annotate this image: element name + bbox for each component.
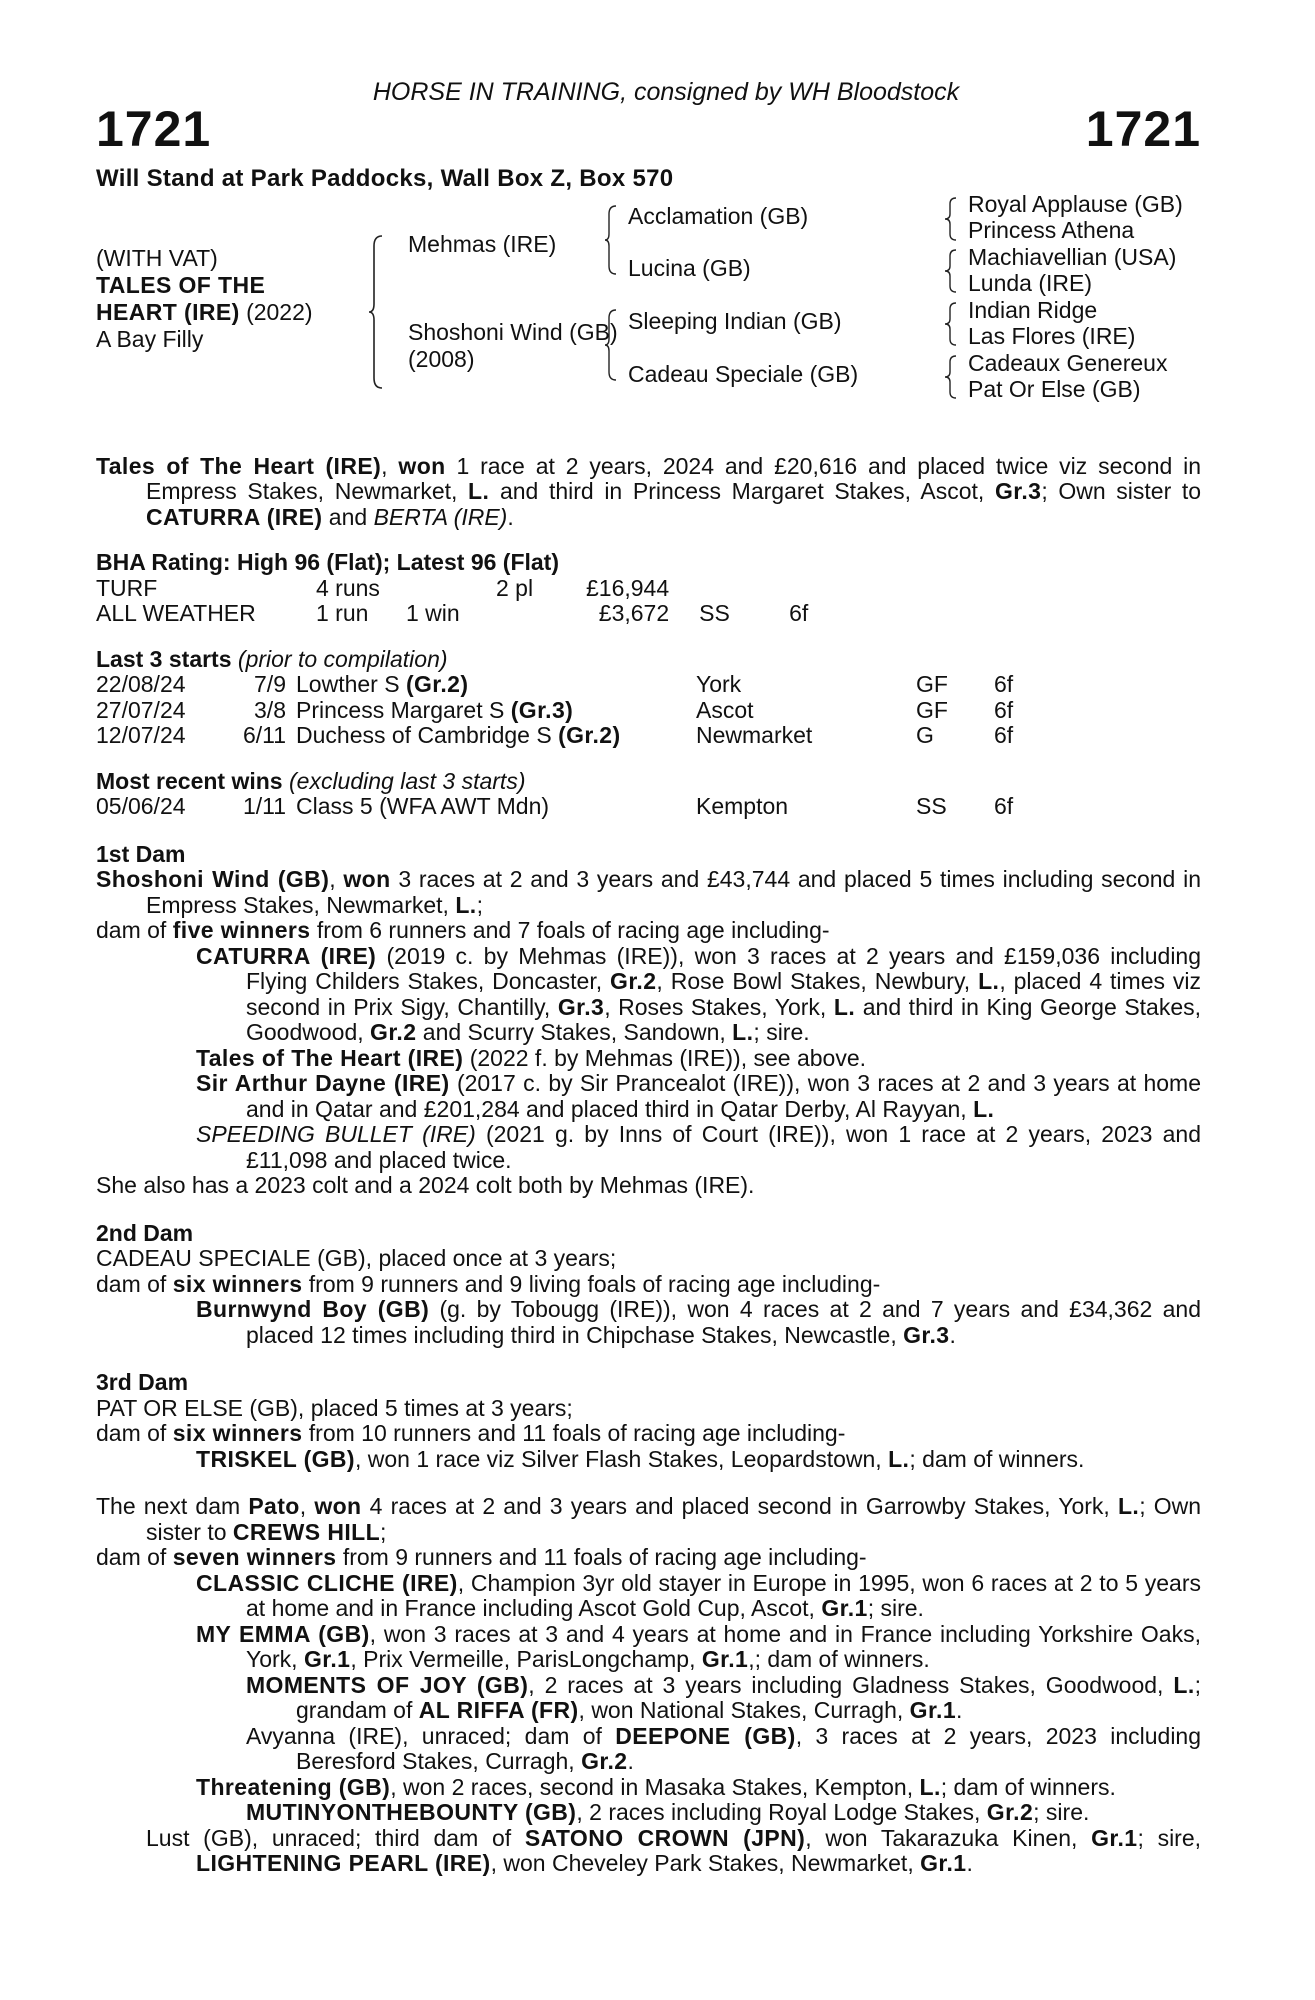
- group3-mark: Gr.3: [994, 478, 1042, 504]
- and-text: and: [328, 503, 368, 530]
- produce-name: DEEPONE (GB): [615, 1722, 796, 1749]
- produce-text: , Prix Vermeille, ParisLongchamp,: [350, 1646, 696, 1672]
- winners-count: six winners: [172, 1420, 303, 1446]
- produce-text: , Rose Bowl Stakes, Newbury,: [656, 968, 971, 994]
- produce-text: and Scurry Stakes, Sandown,: [422, 1019, 726, 1045]
- produce-name: MY EMMA (GB): [196, 1620, 370, 1647]
- race-name: Lowther S: [296, 671, 400, 697]
- winners-count: five winners: [172, 917, 311, 943]
- lot-number-row: [96, 101, 1201, 157]
- dam1-produce-line: [96, 918, 1201, 944]
- dam-sire-dam: Las Flores (IRE): [968, 322, 1136, 349]
- dam-sire: Sleeping Indian (GB): [628, 307, 842, 334]
- race-name: Class 5 (WFA AWT Mdn): [296, 793, 550, 819]
- last3-table: [96, 672, 1013, 749]
- produce-text: , won Cheveley Park Stakes, Newmarket,: [490, 1850, 914, 1876]
- race-race: [296, 794, 696, 820]
- race-course: Newmarket: [696, 722, 813, 748]
- produce-text: and third in King George Stakes, Goodwood,: [246, 993, 1202, 1045]
- produce-name: Tales of The Heart (IRE): [196, 1044, 464, 1071]
- race-dist: 6f: [994, 696, 1014, 723]
- horse-name-ref: Tales of The Heart (IRE): [96, 452, 382, 479]
- listed-mark: L.: [732, 1019, 754, 1045]
- produce-text: Avyanna (IRE), unraced; dam of: [246, 1722, 602, 1749]
- dam1-name: Shoshoni Wind (GB): [96, 866, 330, 892]
- race-dist: 6f: [994, 722, 1014, 748]
- produce-burnwynd-boy: [96, 1297, 1201, 1348]
- grade-mark: Gr.2: [370, 1019, 417, 1045]
- recent-title-row: [96, 769, 1201, 795]
- produce-name: Sir Arthur Dayne (IRE): [196, 1070, 450, 1096]
- rating-row-turf: [96, 576, 808, 602]
- race-going: GF: [916, 671, 948, 697]
- dam1-text: 3 races at 2 and 3 years and £43,744 and placed 5 times including second in Empress Stakes, Newmarket,: [146, 866, 1201, 918]
- race-date: 22/08/24: [96, 671, 186, 697]
- race-race: [296, 672, 696, 698]
- pedigree-brace-ds: [944, 301, 958, 347]
- produce-text: , won 3 races at 3 and 4 years at home and in France including Yorkshire Oaks, York,: [246, 1620, 1201, 1672]
- last3-note: (prior to compilation): [237, 645, 448, 672]
- next-dam-text: The next dam: [96, 1493, 241, 1519]
- race-dist: 6f: [994, 793, 1014, 819]
- produce-triskel: [96, 1447, 1201, 1473]
- sister-name: CREWS HILL: [232, 1518, 381, 1545]
- race-going: G: [916, 722, 934, 748]
- produce-text: , Roses Stakes, York,: [604, 993, 827, 1020]
- dam3-line1: PAT OR ELSE (GB), placed 5 times at 3 years;: [96, 1394, 573, 1421]
- won-label: won: [398, 452, 446, 479]
- dam3-produce-line: [96, 1421, 1201, 1447]
- lot-number-left: 1721: [96, 101, 212, 157]
- dam-of: dam of: [96, 1270, 167, 1297]
- race-pos: 1/11: [242, 793, 286, 819]
- listed-mark: L.: [919, 1773, 941, 1800]
- race-dist: 6f: [994, 671, 1014, 697]
- listed-mark: L.: [1117, 1493, 1140, 1519]
- grade-mark: Gr.1: [920, 1850, 967, 1876]
- runs: 4 runs: [316, 574, 380, 601]
- recent-note: (excluding last 3 starts): [289, 767, 526, 794]
- produce-name: SATONO CROWN (JPN): [524, 1824, 806, 1851]
- race-course: York: [696, 671, 742, 697]
- produce-threatening: [96, 1775, 1201, 1801]
- produce-text: ; sire,: [1137, 1824, 1202, 1851]
- produce-moments-of-joy: [96, 1673, 1201, 1724]
- sire: Mehmas (IRE): [408, 230, 557, 257]
- recent-title: Most recent wins: [96, 767, 283, 794]
- dam2-line1: CADEAU SPECIALE (GB), placed once at 3 years;: [96, 1245, 617, 1271]
- grade-mark: Gr.1: [701, 1646, 749, 1672]
- runs: 1 run: [316, 600, 369, 626]
- placed: [496, 601, 586, 627]
- grade-mark: Gr.1: [1091, 1824, 1138, 1851]
- produce-name: CATURRA (IRE): [196, 942, 377, 969]
- produce-text: (2019 c. by Mehmas (IRE)), won 3 races at 2 years and £159,036 including Flying Childers Stakes, Doncaster,: [246, 942, 1202, 994]
- won-label: won: [314, 1493, 362, 1519]
- produce-text: , Champion 3yr old stayer in Europe in 1995, won 6 races at 2 to 5 years at home and in France including Ascot Gold Cup, Ascot,: [246, 1569, 1201, 1621]
- grade-mark: Gr.1: [909, 1697, 957, 1723]
- produce-lust: [96, 1826, 1201, 1877]
- race-pos: 6/11: [242, 722, 286, 748]
- next-dam-text: ; Own sister to: [146, 1493, 1202, 1545]
- produce-name: SPEEDING BULLET (IRE): [196, 1121, 476, 1147]
- last3-title-row: [96, 647, 1201, 673]
- going: SS: [699, 600, 730, 626]
- produce-text: , won 1 race viz Silver Flash Stakes, Leopardstown,: [354, 1445, 882, 1472]
- produce-text: ; grandam of: [296, 1671, 1202, 1723]
- dam: Shoshoni Wind (GB): [408, 318, 618, 345]
- sire-dam-sire: Machiavellian (USA): [968, 243, 1177, 270]
- produce-name: CLASSIC CLICHE (IRE): [196, 1569, 458, 1596]
- produce-text: , placed 4 times viz second in Prix Sigy, Chantilly,: [246, 968, 1202, 1020]
- produce-text: from 9 runners and 11 foals of racing age including-: [342, 1544, 867, 1570]
- consignment-line: HORSE IN TRAINING, consigned by WH Bloodstock: [372, 78, 960, 106]
- produce-classic-cliche: [96, 1571, 1201, 1622]
- distance: 6f: [789, 600, 809, 626]
- produce-text: , 3 races at 2 years, 2023 including Beresford Stakes, Curragh,: [296, 1722, 1202, 1774]
- race-date: 12/07/24: [96, 722, 186, 748]
- last3-title: Last 3 starts: [96, 645, 232, 672]
- dam-year: (2008): [408, 345, 475, 372]
- next-dam-name: Pato: [248, 1493, 300, 1519]
- listed-mark: L.: [468, 478, 490, 504]
- going: [669, 576, 789, 602]
- end-dot: .: [627, 1748, 634, 1774]
- recent-table: [96, 794, 1013, 820]
- race-grade: (Gr.2): [405, 671, 469, 697]
- winners-count: seven winners: [172, 1544, 337, 1570]
- grade-mark: Gr.1: [303, 1646, 351, 1672]
- produce-name: Threatening (GB): [196, 1773, 391, 1800]
- race-grade: (Gr.2): [558, 722, 621, 748]
- semicolon: ;: [476, 891, 483, 918]
- produce-text: (2017 c. by Sir Prancealot (IRE)), won 3 races at 2 and 3 years at home and in Qatar and £201,284 and placed third in Qatar Derby, Al Rayyan,: [246, 1070, 1202, 1122]
- dam2-produce-line: [96, 1272, 1201, 1298]
- produce-text: ; sire.: [1033, 1799, 1090, 1825]
- produce-text: Lust (GB), unraced; third dam of: [146, 1824, 512, 1851]
- summary-text-2: and third in Princess Margaret Stakes, Ascot,: [499, 478, 985, 504]
- stand-location: Will Stand at Park Paddocks, Wall Box Z, Box 570: [96, 165, 674, 192]
- horse-description: A Bay Filly: [96, 325, 204, 352]
- produce-text: from 6 runners and 7 foals of racing age including-: [316, 917, 830, 943]
- produce-text: , 2 races at 3 years including Gladness Stakes, Goodwood,: [528, 1671, 1164, 1698]
- pedigree-brace-dd: [944, 354, 958, 400]
- dam1-summary: Shoshoni Wind (GB), won 3 races at 2 and 3 years and £43,744 and placed 5 times including second in Empress Stakes, Newmarket, L.;: [96, 866, 1201, 918]
- summary-text: 1 race at 2 years, 2024 and £20,616 and placed twice viz second in Empress Stakes, Newmarket,: [146, 452, 1202, 504]
- horse-year: (2022): [246, 298, 313, 325]
- produce-tales: [96, 1046, 1201, 1072]
- dam-dam: Cadeau Speciale (GB): [628, 360, 859, 387]
- race-going: GF: [916, 696, 948, 723]
- produce-my-emma: [96, 1622, 1201, 1673]
- grade-mark: Gr.3: [557, 993, 605, 1020]
- race-row: [96, 723, 1013, 749]
- wins: 1 win: [406, 600, 460, 626]
- next-dam-summary: The next dam Pato, won 4 races at 2 and 3 years and placed second in Garrowby Stakes, York, L.; Own sister to CREWS HILL;: [96, 1493, 1202, 1545]
- distance: [789, 576, 808, 602]
- race-grade: (Gr.3): [510, 696, 574, 723]
- grade-mark: Gr.2: [610, 968, 657, 994]
- next-dam-text: 4 races at 2 and 3 years and placed second in Garrowby Stakes, York,: [369, 1493, 1110, 1519]
- sire-dam: Lucina (GB): [628, 254, 751, 281]
- produce-speeding-bullet: [96, 1122, 1201, 1173]
- placed: 2 pl: [496, 574, 534, 601]
- horse-name-line1: TALES OF THE: [96, 271, 266, 298]
- dam2-title: 2nd Dam: [96, 1219, 194, 1246]
- race-name: Duchess of Cambridge S: [296, 722, 552, 748]
- next-dam-produce-line: [96, 1545, 1201, 1571]
- produce-sir-arthur: [96, 1071, 1201, 1122]
- race-course: Kempton: [696, 793, 789, 819]
- produce-text: from 9 runners and 9 living foals of racing age including-: [308, 1270, 881, 1297]
- sibling-berta: BERTA (IRE): [373, 503, 508, 530]
- produce-text: , won National Stakes, Curragh,: [578, 1697, 904, 1723]
- produce-text: (g. by Tobougg (IRE)), won 4 races at 2 and 7 years and £34,362 and placed 12 times including third in Chipchase Stakes, Newcastle,: [246, 1296, 1201, 1348]
- end-dot: .: [956, 1697, 963, 1723]
- dam-of: dam of: [96, 1544, 167, 1570]
- horse-name-line2: HEART (IRE): [96, 298, 240, 325]
- produce-text: ; dam of winners.: [940, 1773, 1116, 1800]
- sibling-caturra: CATURRA (IRE): [146, 503, 323, 530]
- produce-text: ; sire.: [867, 1595, 924, 1621]
- dam1-also: She also has a 2023 colt and a 2024 colt both by Mehmas (IRE).: [96, 1172, 755, 1198]
- grade-mark: Gr.3: [903, 1321, 950, 1348]
- race-going: SS: [916, 793, 947, 819]
- pedigree-brace-ss: [944, 196, 958, 242]
- race-pos: 3/8: [254, 696, 286, 723]
- dam-of: dam of: [96, 917, 167, 943]
- race-name: Princess Margaret S: [296, 696, 505, 723]
- rating-row-aw: [96, 601, 808, 627]
- semicolon: ;: [380, 1518, 387, 1545]
- sire-sire: Acclamation (GB): [628, 202, 809, 229]
- prize: £16,944: [586, 574, 670, 601]
- race-pos: 7/9: [254, 671, 286, 697]
- surface: ALL WEATHER: [96, 600, 256, 626]
- prize: £3,672: [598, 600, 670, 626]
- produce-text: (2022 f. by Mehmas (IRE)), see above.: [469, 1044, 866, 1071]
- produce-mutinyonthebounty: [96, 1800, 1201, 1826]
- produce-name: Burnwynd Boy (GB): [196, 1296, 430, 1322]
- produce-text: (2021 g. by Inns of Court (IRE)), won 1 race at 2 years, 2023 and £11,098 and placed twice.: [246, 1121, 1202, 1173]
- produce-text: from 10 runners and 11 foals of racing age including-: [308, 1420, 846, 1446]
- listed-mark: L.: [455, 891, 477, 918]
- horse-summary: Tales of The Heart (IRE), won 1 race at 2 years, 2024 and £20,616 and placed twice viz second in Empress Stakes, Newmarket, L. and third in Princess Margaret Stakes, Ascot, Gr.3; Own sister to CATURRA (IRE) and BERTA (IRE).: [96, 452, 1202, 530]
- race-row: [96, 672, 1013, 698]
- listed-mark: L.: [888, 1445, 910, 1472]
- grandchild-name: AL RIFFA (FR): [418, 1697, 579, 1723]
- race-date: 05/06/24: [96, 793, 186, 819]
- sire-sire-dam: Princess Athena: [968, 216, 1135, 243]
- pedigree-brace-dam: [604, 308, 618, 382]
- end-dot: .: [966, 1850, 973, 1876]
- produce-text: , 2 races including Royal Lodge Stakes,: [576, 1799, 981, 1825]
- listed-mark: L.: [1173, 1671, 1195, 1698]
- dam-sire-sire: Indian Ridge: [968, 296, 1098, 323]
- produce-name: MOMENTS OF JOY (GB): [246, 1671, 529, 1698]
- sire-sire-sire: Royal Applause (GB): [968, 190, 1183, 217]
- produce-caturra: [96, 944, 1201, 1046]
- race-row: [96, 794, 1013, 820]
- dam-dam-dam: Pat Or Else (GB): [968, 375, 1141, 402]
- produce-text: , won 2 races, second in Masaka Stakes, Kempton,: [390, 1773, 914, 1800]
- grade-mark: Gr.2: [986, 1799, 1034, 1825]
- surface: TURF: [96, 574, 158, 601]
- pedigree-brace-main: [368, 234, 384, 390]
- produce-text: ; dam of winners.: [909, 1445, 1085, 1472]
- summary-text-3: ; Own sister to: [1041, 478, 1202, 504]
- sire-dam-dam: Lunda (IRE): [968, 269, 1093, 296]
- dam3-title: 3rd Dam: [96, 1369, 189, 1395]
- vat-note: (WITH VAT): [96, 244, 218, 271]
- produce-text: ,; dam of winners.: [748, 1646, 930, 1672]
- winners-count: six winners: [172, 1270, 303, 1297]
- wins: [406, 576, 496, 602]
- rating-table: [96, 576, 808, 627]
- end-dot: .: [949, 1321, 956, 1348]
- dam-dam-sire: Cadeaux Genereux: [968, 349, 1168, 376]
- produce-name: LIGHTENING PEARL (IRE): [196, 1850, 491, 1876]
- catalogue-page: [96, 80, 1201, 1877]
- won-label: won: [343, 866, 391, 892]
- pedigree-table: [96, 190, 1201, 424]
- race-race: [296, 723, 696, 749]
- pedigree-brace-sire: [604, 204, 618, 276]
- produce-name: TRISKEL (GB): [196, 1445, 355, 1472]
- listed-mark: L.: [833, 993, 856, 1020]
- horse-name-line2-row: [96, 300, 313, 326]
- lot-number-right: 1721: [1085, 101, 1201, 157]
- pedigree-brace-sd: [944, 248, 958, 294]
- dam-of: dam of: [96, 1420, 167, 1446]
- produce-avyanna: [96, 1724, 1201, 1775]
- race-race: [296, 698, 696, 724]
- end-dot: .: [507, 503, 514, 530]
- produce-text: ; sire.: [753, 1019, 810, 1045]
- bha-rating-title: BHA Rating: High 96 (Flat); Latest 96 (Flat): [96, 549, 559, 575]
- produce-name: MUTINYONTHEBOUNTY (GB): [246, 1799, 577, 1825]
- listed-mark: L.: [978, 968, 1000, 994]
- race-course: Ascot: [696, 696, 754, 723]
- grade-mark: Gr.2: [581, 1748, 628, 1774]
- produce-text: , won Takarazuka Kinen,: [805, 1824, 1078, 1851]
- race-date: 27/07/24: [96, 696, 186, 723]
- race-row: [96, 698, 1013, 724]
- dam1-title: 1st Dam: [96, 840, 186, 867]
- listed-mark: L.: [973, 1095, 995, 1122]
- grade-mark: Gr.1: [821, 1595, 868, 1621]
